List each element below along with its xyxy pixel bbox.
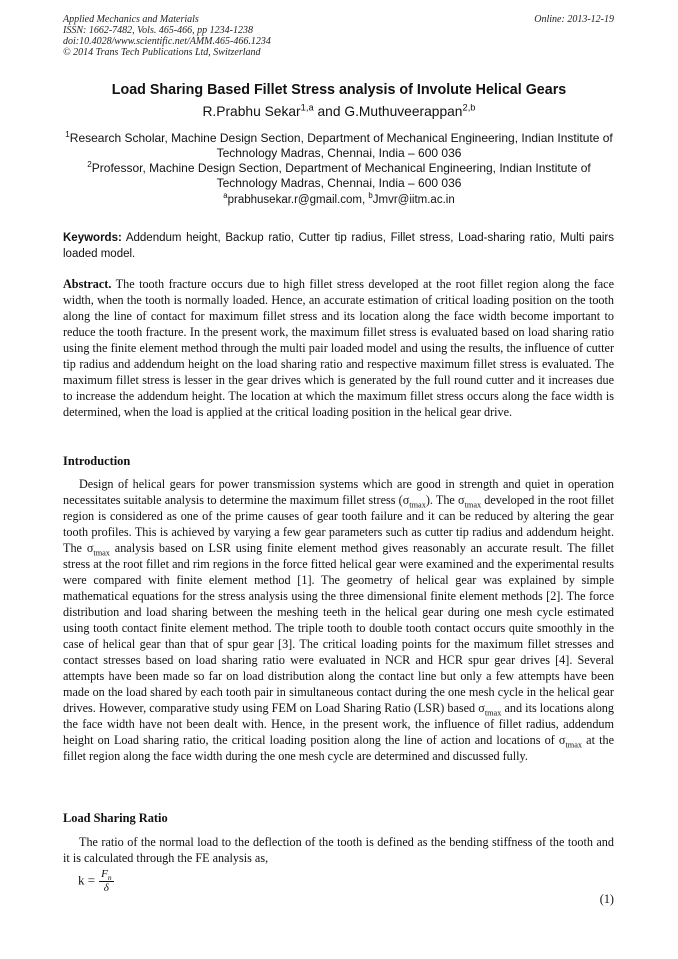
affiliation-1 [63,131,615,161]
equation-number: (1) [599,892,614,906]
section-heading-load-sharing: Load Sharing Ratio [63,811,168,825]
introduction-paragraph [63,476,614,764]
load-sharing-paragraph: The ratio of the normal load to the deflection of the tooth is defined as the bending stiffness of the tooth and it is calculated through the FE analysis as, [63,835,614,865]
abstract [63,276,614,420]
abstract-label: Abstract. [63,277,112,291]
section-heading-introduction: Introduction [63,454,131,468]
email-line [0,191,678,206]
equation-lhs: k = [78,872,96,888]
copyright-line: © 2014 Trans Tech Publications Ltd, Switzerland [63,47,261,58]
sigma-symbol: σ [86,541,94,555]
affiliation-1-text: Research Scholar, Machine Design Section, Department of Mechanical Engineering, Indian Institute of Technology Madras, Chennai, India – 600 036 [69,131,613,160]
intro-text-3: developed in the root fillet region is considered as one of the prime causes of gear tooth failure and it can be reduced by altering the gear tooth profiles. This is achieved by varying a few gear parameters such as cutter tip radius and addendum height. The [63,493,614,555]
affiliation-2 [63,161,615,191]
equation-numerator [99,868,113,882]
intro-text-2: ). The [425,493,458,507]
numerator-subscript: n [107,873,112,883]
affiliation-2-text: Professor, Machine Design Section, Department of Mechanical Engineering, Indian Institute of Technology Madras, Chennai, India – 600 036 [91,161,591,190]
numerator-F: F [101,868,108,880]
tmax-subscript: tmax [93,548,110,558]
sigma-symbol: σ [458,493,465,507]
doi-line: doi:10.4028/www.scientific.net/AMM.465-466.1234 [63,36,271,47]
email-b: Jmvr@iitm.ac.in [372,194,455,206]
author-1-sup: 1,a [300,102,314,113]
tmax-subscript: tmax [565,740,583,750]
sigma-symbol: σ [558,733,566,747]
author-1: R.Prabhu Sekar [202,104,301,119]
online-date: Online: 2013-12-19 [534,14,614,25]
intro-text-6: at the fillet region along the face width during the one mesh cycle are determined and discussed fully. [63,733,614,763]
sigma-symbol: σ [478,701,485,715]
tmax-subscript: tmax [484,708,502,718]
issn-line: ISSN: 1662-7482, Vols. 465-466, pp 1234-1238 [63,25,253,36]
intro-text-5: and its locations along the face width have not been dealt with. Hence, in the present work, the influence of fillet radius, addendum height on Load sharing ratio, the critical loading position along the line of action and locations of [63,701,614,747]
abstract-text: The tooth fracture occurs due to high fillet stress developed at the root fillet region along the face width, when the tooth is normally loaded. Hence, an accurate estimation of critical loading position on the tooth along the line of contact for maximum fillet stress and its location along the face width become important to reduce the tooth fracture. In the present work, the maximum fillet stress is evaluated based on load sharing ratio using the finite element method through the multi pair loaded model and using the results, the influence of cutter tip radius and addendum height on the load sharing ratio and respective maximum fillet stress is evaluated. The maximum fillet stress is lesser in the gear drives which is generated by the full round cutter and it increases due to increase the addendum height. The location at which the maximum fillet stress occurs along the face width is determined, when the load is applied at the critical loading position in the helical gear drive. [63,277,614,419]
intro-text-4: analysis based on LSR using finite element method gives reasonably an accurate result. The fillet stress at the root fillet and rim regions in the force fitted helical gear were examined and the experimental results were compared with finite element method [1]. The geometry of helical gear was explained by simple mathematical equations for the stress analysis using the three dimensional finite element methods [2]. The force distribution and load sharing between the meshing teeth in the helical gear during one mesh cycle estimated using tooth contact finite element method. The triple tooth to double tooth contact occurs quite smoothly in the case of helical gear than that of spur gear [3]. The critical loading points for the maximum fillet stresses and contact stresses based on load sharing ratio were evaluated in NCR and HCR spur gear drives [4]. Several attempts have been made so far on load distribution along the contact line but only a few attempts have been made on the load shared by each tooth pair in simultaneous contact during the one mesh cycle in the helical gear drives. However, comparative study using FEM on Load Sharing Ratio (LSR) based [63,541,614,715]
affiliation-2-num: 2 [87,160,92,169]
author-2-sup: 2,b [462,102,476,113]
tmax-subscript: tmax [409,500,426,510]
author-2: G.Muthuveerappan [344,104,463,119]
email-a: prabhusekar.r@gmail.com, [227,194,369,206]
email-b-sup: b [368,191,373,201]
keywords-text: Addendum height, Backup ratio, Cutter tip radius, Fillet stress, Load-sharing ratio, Multi pairs loaded model. [63,232,614,260]
equation-denominator: δ [103,882,109,894]
paper-title: Load Sharing Based Fillet Stress analysis of Involute Helical Gears [111,82,567,98]
affiliation-1-num: 1 [65,130,70,139]
equation-fraction [99,868,113,895]
sigma-symbol: σ [402,493,410,507]
journal-header [63,14,271,58]
author-and: and [313,104,345,119]
keywords-label: Keywords: [63,232,122,244]
tmax-subscript: tmax [464,500,482,510]
journal-name: Applied Mechanics and Materials [63,14,199,25]
author-line [0,104,678,119]
intro-text-1: Design of helical gears for power transmission systems which are good in strength and quiet in operation necessitates suitable analysis to determine the maximum fillet stress ( [63,477,614,507]
email-a-sup: a [223,191,228,201]
keywords [63,231,614,262]
equation-1 [78,868,114,895]
